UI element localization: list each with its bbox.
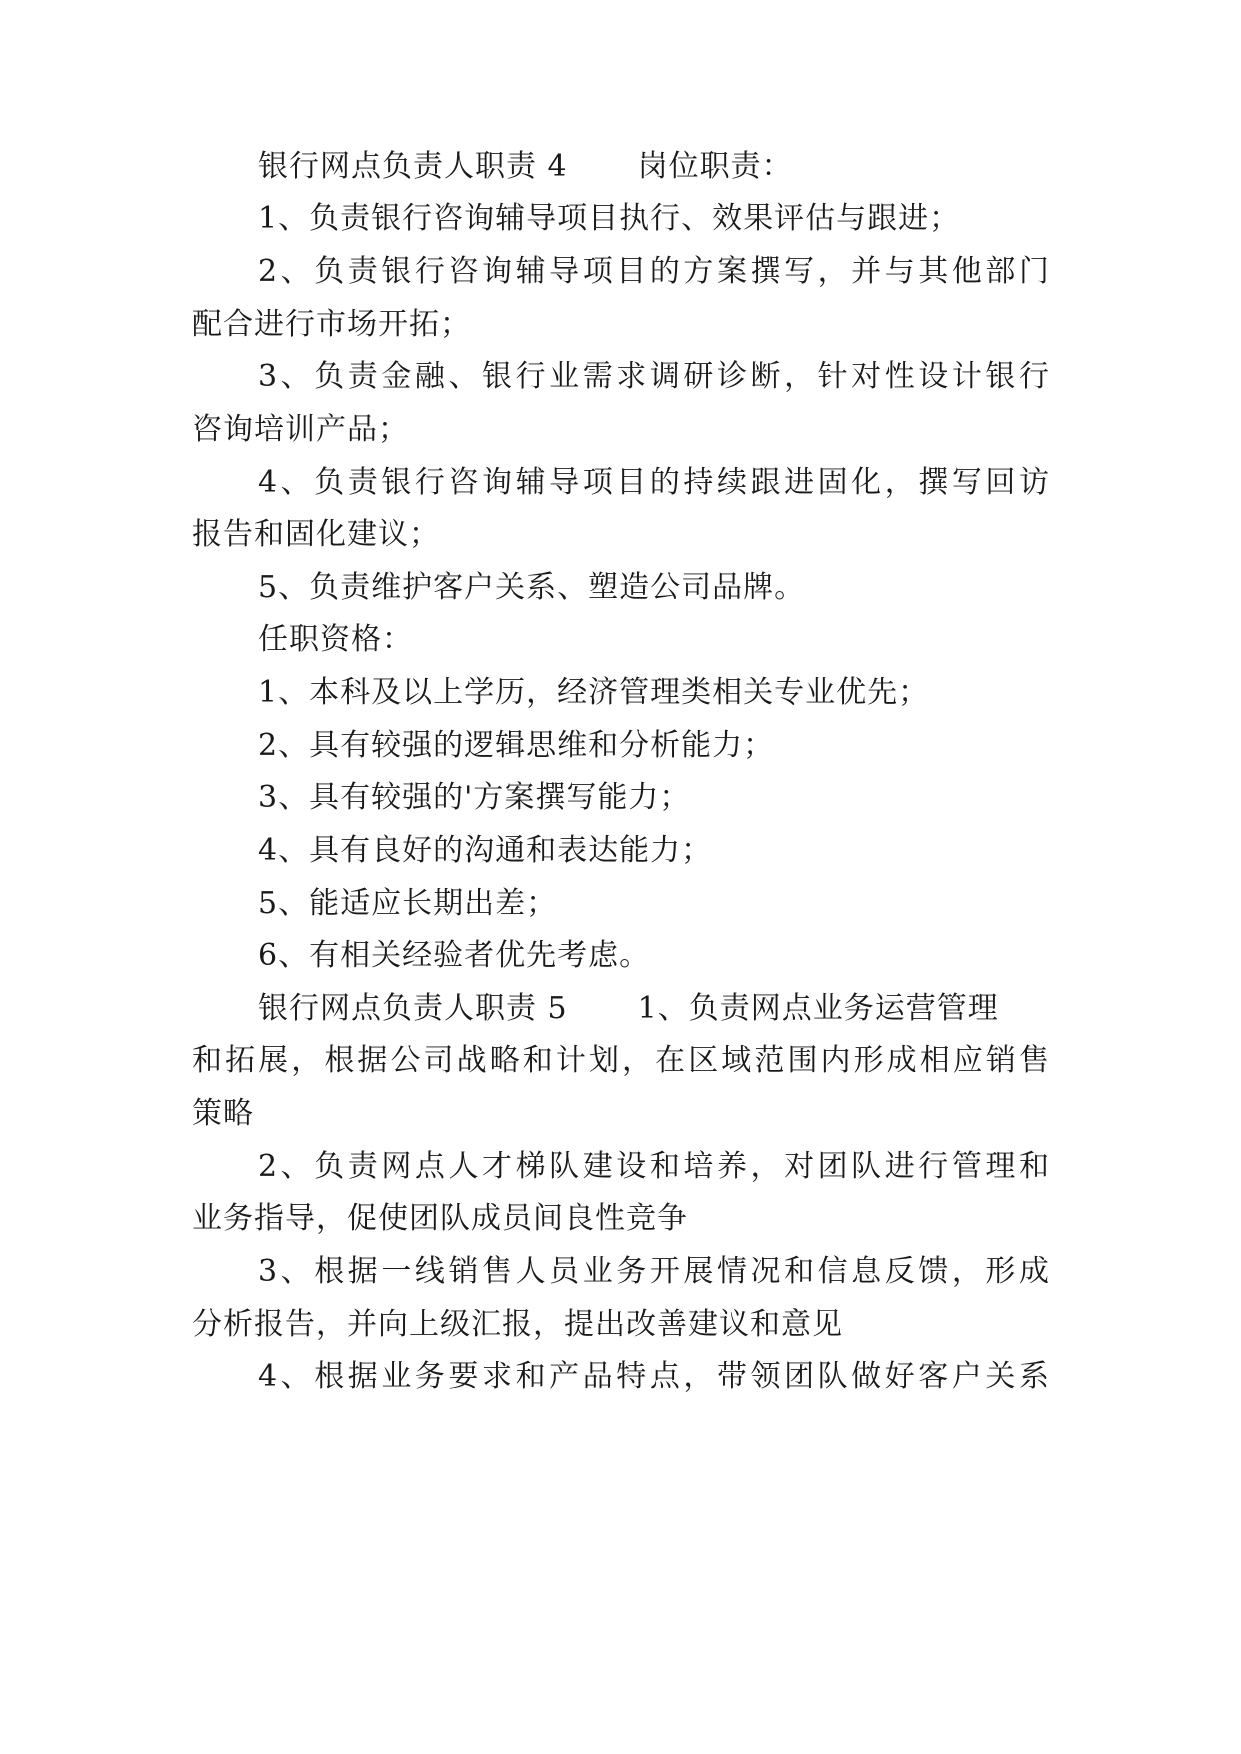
qualification-line-5: 5、能适应长期出差；: [258, 886, 558, 921]
heading-line-5: [0, 980, 1241, 1038]
section5-line-7: 4、根据业务要求和产品特点，带领团队做好客户关系: [258, 1359, 1050, 1394]
qualification-line-1: 1、本科及以上学历，经济管理类相关专业优先；: [258, 675, 930, 710]
duty-line-4: 4、负责银行咨询辅导项目的持续跟进固化，撰写回访: [258, 465, 1050, 500]
section5-line-2: 策略: [192, 1096, 254, 1131]
section5-line-3: 2、负责网点人才梯队建设和培养，对团队进行管理和: [258, 1149, 1050, 1184]
section5-line-5: 3、根据一线销售人员业务开展情况和信息反馈，形成: [258, 1254, 1050, 1289]
section-heading-4-tail: 岗位职责：: [637, 149, 793, 184]
qualification-line-6: 6、有相关经验者优先考虑。: [258, 938, 651, 973]
section-heading-4: 银行网点负责人职责 4: [258, 149, 568, 184]
duty-line-4-cont: 报告和固化建议；: [192, 517, 440, 552]
duty-line-2-cont: 配合进行市场开拓；: [192, 307, 471, 342]
qualification-line-3: 3、具有较强的'方案撰写能力；: [258, 780, 691, 815]
heading-line-4: [0, 138, 1241, 196]
qualifications-title: 任职资格：: [258, 622, 413, 657]
section5-line-6: 分析报告，并向上级汇报，提出改善建议和意见: [192, 1307, 843, 1342]
qualification-line-2: 2、具有较强的逻辑思维和分析能力；: [258, 728, 775, 763]
duty-line-3-cont: 咨询培训产品；: [192, 412, 409, 447]
duty-line-1: 1、负责银行咨询辅导项目执行、效果评估与跟进；: [258, 201, 961, 236]
duty-line-3: 3、负责金融、银行业需求调研诊断，针对性设计银行: [258, 359, 1050, 394]
section-heading-5: 银行网点负责人职责 5: [258, 991, 568, 1026]
section-heading-5-tail: 1、负责网点业务运营管理: [637, 991, 999, 1026]
qualification-line-4: 4、具有良好的沟通和表达能力；: [258, 833, 713, 868]
duty-line-5: 5、负责维护客户关系、塑造公司品牌。: [258, 570, 806, 605]
section5-line-4: 业务指导，促使团队成员间良性竞争: [192, 1201, 688, 1236]
section5-line-1: 和拓展，根据公司战略和计划，在区域范围内形成相应销售: [192, 1043, 1050, 1078]
duty-line-2: 2、负责银行咨询辅导项目的方案撰写，并与其他部门: [258, 254, 1050, 289]
